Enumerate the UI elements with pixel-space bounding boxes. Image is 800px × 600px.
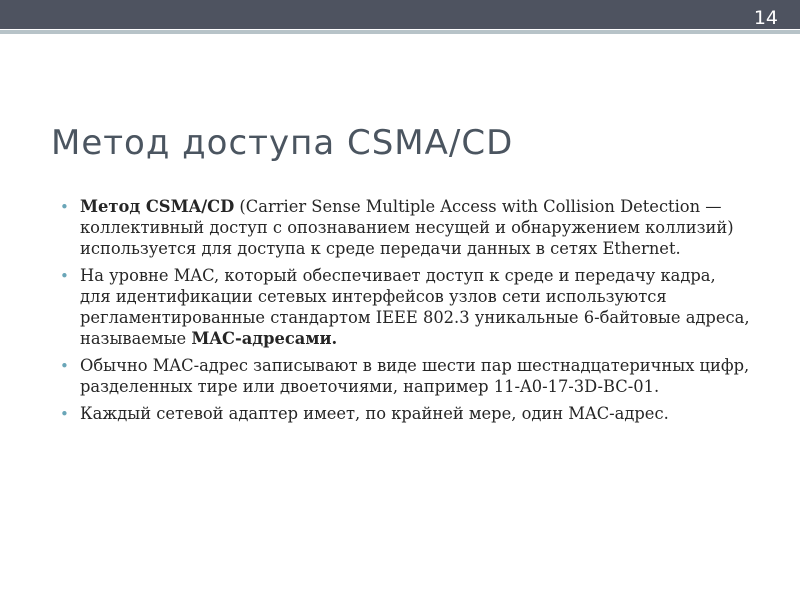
- bullet-text: На уровне MAC, который обеспечивает доступ к среде и передачу кадра, для идентификации сетевых интерфейсов узлов сети используются регламентированные стандартом IEEE 802.3 уникальные 6-байтовые адреса, называемые: [80, 266, 750, 348]
- bullet-dot-icon: •: [60, 198, 69, 216]
- header-accent-line: [0, 30, 800, 34]
- header-band: [0, 0, 800, 29]
- bullet-item-mac-level: [60, 265, 750, 349]
- bullet-text: Каждый сетевой адаптер имеет, по крайней мере, один MAC-адрес.: [80, 404, 669, 423]
- bullet-dot-icon: •: [60, 357, 69, 375]
- bullet-item-mac-format: [60, 355, 750, 397]
- bullet-bold-tail: MAC-адресами.: [191, 329, 338, 348]
- slide-number: 14: [753, 7, 778, 29]
- bullet-bold-lead: Метод CSMA/CD: [80, 197, 235, 216]
- bullet-list: [60, 196, 750, 430]
- bullet-item-adapter: [60, 403, 750, 424]
- bullet-text: Обычно MAC-адрес записывают в виде шести пар шестнадцатеричных цифр, разделенных тире или двоеточиями, например 11-A0-17-3D-BC-01.: [80, 356, 750, 396]
- bullet-text: (Carrier Sense Multiple Access with Collision Detection — коллективный доступ с опознаванием несущей и обнаружением коллизий) используется для доступа к среде передачи данных в сетях Ethernet.: [80, 197, 734, 258]
- bullet-item-csma-cd: [60, 196, 750, 259]
- bullet-dot-icon: •: [60, 405, 69, 423]
- bullet-dot-icon: •: [60, 267, 69, 285]
- slide-title: Метод доступа CSMA/CD: [51, 123, 514, 163]
